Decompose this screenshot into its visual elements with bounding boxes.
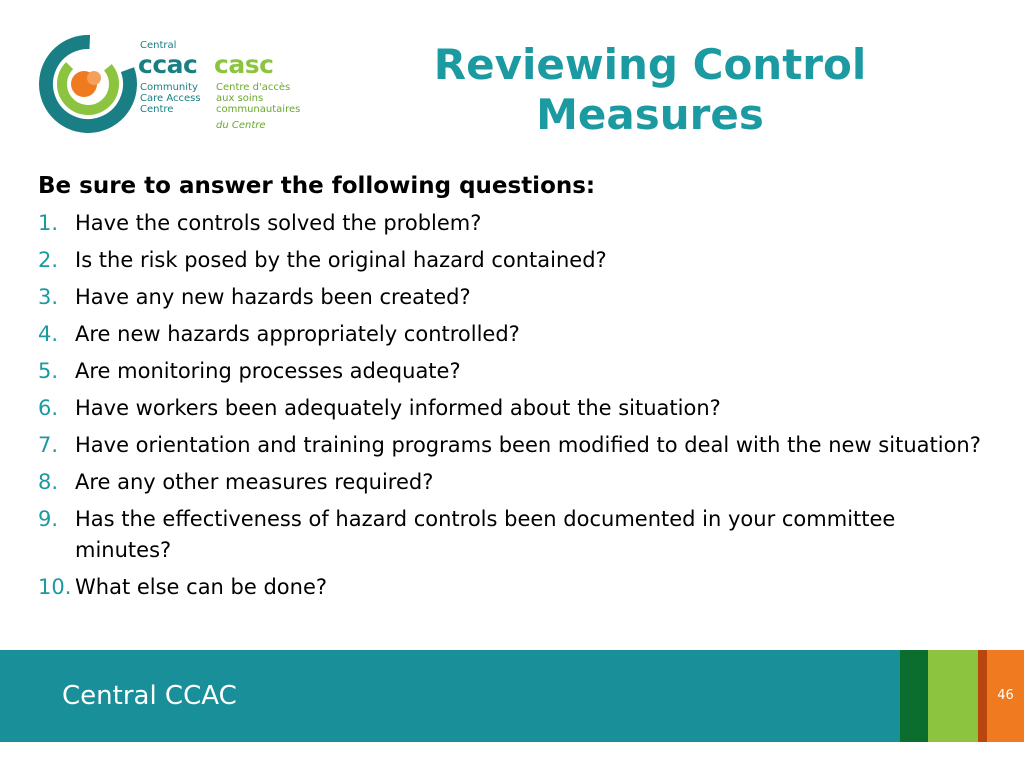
ccac-swirl-logo-icon <box>36 34 140 134</box>
question-number: 4. <box>38 322 59 346</box>
slide-title <box>380 40 920 140</box>
footer-bar <box>0 650 1024 742</box>
logo-fr-line-1: Centre d'accès <box>216 82 291 93</box>
question-number: 5. <box>38 359 59 383</box>
question-text: Are monitoring processes adequate? <box>75 359 461 383</box>
footer-stripe-dark-green <box>900 650 928 742</box>
footer-stripe-light-green <box>928 650 978 742</box>
question-text: Are new hazards appropriately controlled? <box>75 322 520 346</box>
question-item <box>38 356 998 387</box>
question-item <box>38 319 998 350</box>
question-text: Have the controls solved the problem? <box>75 211 482 235</box>
question-text: Are any other measures required? <box>75 470 434 494</box>
question-text: Has the effectiveness of hazard controls been documented in your committee minutes? <box>75 507 896 562</box>
question-text: Have orientation and training programs been modified to deal with the new situation? <box>75 433 981 457</box>
question-list <box>38 208 998 609</box>
page-number: 46 <box>997 688 1014 703</box>
question-item <box>38 282 998 313</box>
question-text: What else can be done? <box>75 575 328 599</box>
question-item <box>38 393 998 424</box>
logo-en-line-1: Community <box>140 82 198 93</box>
logo-ccac: ccac <box>138 50 198 79</box>
question-item <box>38 572 998 603</box>
question-number: 2. <box>38 248 59 272</box>
footer-stripe-dark-orange <box>978 650 987 742</box>
logo-fr-line-2: aux soins <box>216 93 264 104</box>
question-text: Have workers been adequately informed about the situation? <box>75 396 721 420</box>
question-item <box>38 467 998 498</box>
ccac-logo <box>36 34 306 140</box>
logo-du-centre: du Centre <box>216 120 266 131</box>
question-number: 7. <box>38 433 59 457</box>
logo-fr-line-3: communautaires <box>216 104 301 115</box>
question-item <box>38 430 998 461</box>
question-number: 8. <box>38 470 59 494</box>
question-number: 3. <box>38 285 59 309</box>
logo-wordmark <box>136 34 326 140</box>
question-item <box>38 504 998 566</box>
logo-en-line-3: Centre <box>140 104 174 115</box>
question-item <box>38 245 998 276</box>
question-item <box>38 208 998 239</box>
logo-central: Central <box>140 40 177 51</box>
question-text: Have any new hazards been created? <box>75 285 471 309</box>
question-number: 6. <box>38 396 59 420</box>
slide-title-line-2: Measures <box>536 90 764 139</box>
slide-title-line-1: Reviewing Control <box>433 40 867 89</box>
logo-en-line-2: Care Access <box>140 93 201 104</box>
question-text: Is the risk posed by the original hazard contained? <box>75 248 607 272</box>
question-number: 9. <box>38 507 59 531</box>
question-number: 1. <box>38 211 59 235</box>
intro-heading: Be sure to answer the following questions: <box>38 173 596 199</box>
logo-casc: casc <box>214 50 274 79</box>
footer-label: Central CCAC <box>62 681 237 711</box>
question-number: 10. <box>38 575 72 599</box>
